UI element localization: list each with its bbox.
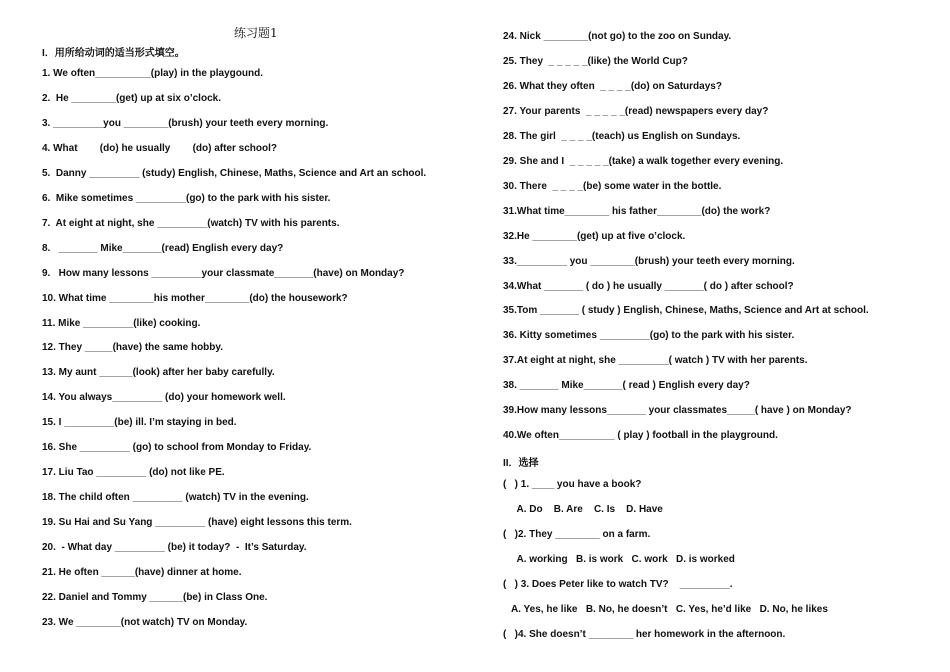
exercise-line-right-14: 37.At eight at night, she _________( watch ) TV with her parents. — [503, 355, 808, 367]
exercise-line-13: 13. My aunt ______(look) after her baby carefully. — [42, 367, 275, 379]
exercise-line-11: 11. Mike _________(like) cooking. — [42, 317, 201, 329]
exercise-line-20: 20. - What day _________ (be) it today? - It’s Saturday. — [42, 542, 307, 554]
exercise-line-17: 17. Liu Tao _________ (do) not like PE. — [42, 467, 225, 479]
exercise-line-16: 16. She _________ (go) to school from Monday to Friday. — [42, 442, 312, 454]
exercise-line-15: 15. I _________(be) ill. I’m staying in bed. — [42, 417, 237, 429]
worksheet-title: 练习题1 — [234, 26, 278, 40]
choice-line-3: ( )2. They ________ on a farm. — [503, 528, 651, 540]
exercise-line-right-13: 36. Kitty sometimes _________(go) to the park with his sister. — [503, 330, 795, 342]
exercise-line-6: 6. Mike sometimes _________(go) to the park with his sister. — [42, 192, 331, 204]
exercise-line-7: 7. At eight at night, she _________(watch) TV with his parents. — [42, 217, 340, 229]
choice-line-4: A. working B. is work C. work D. is worked — [503, 553, 735, 565]
exercise-line-right-17: 40.We often__________ ( play ) football in the playground. — [503, 430, 778, 442]
exercise-line-23: 23. We ________(not watch) TV on Monday. — [42, 616, 248, 628]
exercise-line-right-1: 24. Nick ________(not go) to the zoo on Sunday. — [503, 31, 732, 42]
exercise-line-right-10: 33._________ you ________(brush) your teeth every morning. — [503, 255, 795, 267]
exercise-line-right-9: 32.He ________(get) up at five o’clock. — [503, 230, 686, 242]
exercise-line-3: 3. _________you ________(brush) your teeth every morning. — [42, 117, 329, 129]
exercise-line-right-2: 25. They _ _ _ _ _(like) the World Cup? — [503, 55, 688, 67]
exercise-line-21: 21. He often ______(have) dinner at home. — [42, 567, 242, 578]
exercise-line-right-11: 34.What _______ ( do ) he usually _______( do ) after school? — [503, 280, 794, 292]
exercise-line-2: 2. He ________(get) up at six o’clock. — [42, 92, 221, 104]
exercise-line-9: 9. How many lessons _________your classmate_______(have) on Monday? — [42, 267, 405, 279]
exercise-line-right-7: 30. There _ _ _ _(be) some water in the bottle. — [503, 180, 722, 192]
exercise-line-10: 10. What time ________his mother________(do) the housework? — [42, 292, 348, 304]
exercise-line-right-5: 28. The girl _ _ _ _(teach) us English on Sundays. — [503, 130, 741, 142]
exercise-line-right-12: 35.Tom _______ ( study ) English, Chinese, Maths, Science and Art at school. — [503, 305, 869, 317]
exercise-line-12: 12. They _____(have) the same hobby. — [42, 342, 224, 354]
choice-line-6: A. Yes, he like B. No, he doesn’t C. Yes, he’d like D. No, he likes — [503, 603, 828, 615]
section-2-heading: II．选择 — [503, 458, 539, 469]
exercise-line-5: 5. Danny _________ (study) English, Chinese, Maths, Science and Art an school. — [42, 167, 427, 179]
choice-line-5: ( ) 3. Does Peter like to watch TV? _________. — [503, 578, 733, 590]
exercise-line-right-15: 38. _______ Mike_______( read ) English every day? — [503, 380, 750, 392]
section-1-heading: I．用所给动词的适当形式填空。 — [42, 48, 185, 59]
choice-line-2: A. Do B. Are C. Is D. Have — [503, 503, 663, 515]
exercise-line-8: 8. _______ Mike_______(read) English every day? — [42, 242, 284, 254]
exercise-line-right-16: 39.How many lessons_______ your classmates_____( have ) on Monday? — [503, 405, 852, 417]
exercise-line-18: 18. The child often _________ (watch) TV in the evening. — [42, 492, 309, 504]
exercise-line-right-8: 31.What time________ his father________(do) the work? — [503, 205, 771, 217]
exercise-line-4: 4. What (do) he usually (do) after school? — [42, 142, 278, 154]
choice-line-7: ( )4. She doesn’t ________ her homework in the afternoon. — [503, 628, 786, 640]
exercise-line-right-4: 27. Your parents _ _ _ _ _(read) newspapers every day? — [503, 105, 769, 117]
exercise-line-right-3: 26. What they often _ _ _ _(do) on Saturdays? — [503, 80, 722, 92]
exercise-line-22: 22. Daniel and Tommy ______(be) in Class One. — [42, 591, 268, 603]
choice-line-1: ( ) 1. ____ you have a book? — [503, 479, 642, 490]
exercise-line-1: 1. We often__________(play) in the playgound. — [42, 68, 263, 79]
exercise-line-19: 19. Su Hai and Su Yang _________ (have) eight lessons this term. — [42, 517, 352, 529]
exercise-line-right-6: 29. She and I _ _ _ _ _(take) a walk together every evening. — [503, 155, 784, 167]
exercise-line-14: 14. You always_________ (do) your homework well. — [42, 392, 286, 404]
